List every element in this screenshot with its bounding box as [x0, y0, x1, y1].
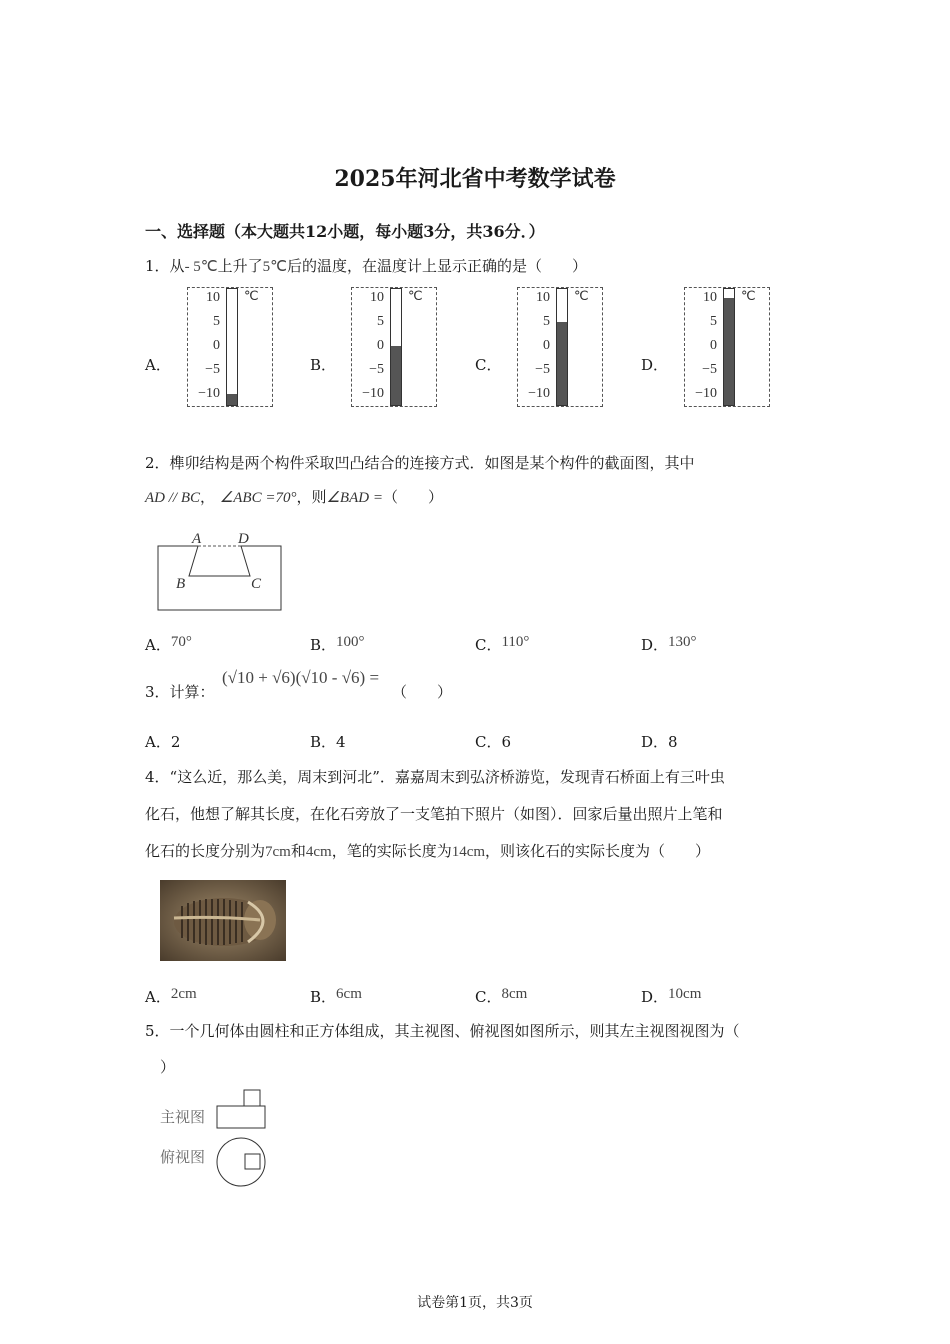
option-value: 2cm	[170, 986, 197, 1002]
question-5-line1	[145, 1020, 740, 1041]
q4-text: 化石的长度分别为	[145, 842, 266, 860]
q1-text: 后的温度，在温度计上显示正确的是（ ）	[287, 257, 588, 275]
question-3-stem	[145, 681, 215, 702]
answer-option	[310, 986, 362, 1007]
option-label: B．	[310, 636, 337, 654]
question-number: 3．	[145, 683, 170, 701]
q5-text: 一个几何体由圆柱和正方体组成，其主视图、俯视图如图所示，则其左主视图视图为（	[169, 1022, 740, 1040]
front-view-label: 主视图	[160, 1108, 206, 1126]
q4-text: ，笔的实际长度为	[331, 842, 452, 860]
question-2-line1	[145, 452, 695, 473]
thermometer-tick-label: 0	[543, 338, 550, 353]
answer-option	[475, 986, 527, 1007]
q1-start-temp: - 5℃	[184, 259, 218, 275]
thermometer-tick-label: −10	[695, 386, 717, 401]
answer-option	[475, 731, 511, 752]
thermometer-tick-label: 10	[703, 290, 717, 305]
thermometer-tick-label: −10	[362, 386, 384, 401]
answer-option	[641, 731, 678, 752]
thermometer-tick-label: −5	[535, 362, 550, 377]
option-label: D．	[641, 636, 669, 654]
trilobite-fossil-photo	[160, 880, 286, 961]
thermometer-tube	[390, 288, 402, 406]
option-label: A．	[145, 356, 171, 374]
option-label: D．	[641, 356, 669, 374]
thermometer-tick-label: 0	[710, 338, 717, 353]
page-footer: 试卷第1页，共3页	[417, 1295, 533, 1311]
question-4-line3	[145, 840, 710, 861]
option-label: C．	[475, 733, 502, 751]
thermometer	[351, 287, 437, 407]
q4-pen-actual-length: 14cm	[451, 844, 486, 860]
q1-text: 从	[169, 257, 185, 275]
q3-expression: (√10 + √6)(√10 - √6) =	[222, 668, 380, 687]
q3-paren: （ ）	[392, 683, 453, 701]
thermometer-tick-label: −5	[369, 362, 384, 377]
answer-option	[145, 986, 197, 1007]
thermometer-tick-label: 0	[213, 338, 220, 353]
tenon-cross-section-diagram	[150, 526, 290, 618]
answer-option	[310, 634, 365, 655]
thermometer	[684, 287, 770, 407]
trapezoid-notch	[189, 546, 250, 576]
q2-parallel: AD // BC	[145, 490, 200, 506]
answer-option	[145, 634, 192, 655]
answer-option	[310, 731, 346, 752]
question-5-line2: ）	[160, 1058, 176, 1076]
thermometer-tick-label: −10	[528, 386, 550, 401]
thermometer-tick-label: 5	[213, 314, 220, 329]
option-value: 6	[501, 733, 512, 751]
option-value: 8	[668, 733, 678, 751]
question-number: 1．	[145, 257, 170, 275]
option-label: C．	[475, 988, 502, 1006]
option-value: 8cm	[501, 986, 528, 1002]
question-4-line1	[145, 766, 725, 787]
top-view-square	[245, 1154, 260, 1169]
section-heading: 一、选择题（本大题共12小题，每小题3分，共36分．）	[145, 222, 545, 241]
option-value: 130°	[668, 634, 697, 650]
thermometer-tick-label: 10	[370, 290, 384, 305]
thermometer-unit: ℃	[741, 288, 756, 303]
option-label: B．	[310, 733, 337, 751]
thermometer-tick-label: −5	[205, 362, 220, 377]
thermometer-fill	[227, 394, 237, 405]
question-number: 2．	[145, 454, 170, 472]
thermometer-fill	[724, 298, 734, 405]
thermometer-unit: ℃	[244, 288, 259, 303]
thermometer-tick-label: 5	[710, 314, 717, 329]
thermometer-fill	[557, 322, 567, 405]
q2-angle-abc: ∠ABC =70°	[219, 490, 297, 506]
option-label: B．	[310, 356, 337, 374]
q1-text: 上升了	[217, 257, 263, 275]
option-value: 4	[336, 733, 346, 751]
option-value: 110°	[501, 634, 530, 650]
option-label: B．	[310, 988, 337, 1006]
option-label: D．	[641, 733, 669, 751]
option-value: 6cm	[336, 986, 362, 1002]
thermometer-tick-label: 10	[536, 290, 550, 305]
option-value: 10cm	[668, 986, 702, 1002]
q2-angle-bad: ∠BAD =	[326, 490, 383, 506]
answer-option	[475, 634, 529, 655]
label-a: A	[192, 531, 202, 547]
option-value: 70°	[170, 634, 192, 650]
q4-text: “这么近，那么美，周末到河北”．嘉嘉周末到弘济桥游览，发现青石桥面上有三叶虫	[169, 768, 725, 786]
q1-rise-temp: 5℃	[262, 259, 288, 275]
option-label: A．	[145, 988, 171, 1006]
question-4-line2: 化石，他想了解其长度，在化石旁放了一支笔拍下照片（如图）．回家后量出照片上笔和	[145, 805, 723, 823]
q4-text: 和	[290, 842, 306, 860]
question-number: 4．	[145, 768, 170, 786]
front-view-cylinder	[217, 1106, 265, 1128]
thermometer-tick-label: 5	[377, 314, 384, 329]
thermometer-tick-label: 10	[206, 290, 220, 305]
top-view-circle	[217, 1138, 265, 1186]
q4-text: ，则该化石的实际长度为（ ）	[485, 842, 711, 860]
q4-fossil-photo-length: 4cm	[305, 844, 332, 860]
option-label: A．	[145, 636, 171, 654]
geometry-views-diagram	[214, 1088, 270, 1190]
option-label: C．	[475, 636, 502, 654]
thermometer-unit: ℃	[574, 288, 589, 303]
option-label: C．	[475, 356, 502, 374]
option-label: D．	[641, 988, 669, 1006]
q2-text: ，则	[296, 488, 327, 506]
answer-option	[641, 986, 701, 1007]
option-value: 100°	[336, 634, 365, 650]
thermometer-tick-label: −10	[198, 386, 220, 401]
answer-option	[641, 634, 697, 655]
thermometer	[517, 287, 603, 407]
answer-option	[145, 731, 180, 752]
label-c: C	[251, 576, 262, 592]
thermometer-unit: ℃	[408, 288, 423, 303]
thermometer-tube	[226, 288, 238, 406]
thermometer	[187, 287, 273, 407]
label-d: D	[238, 531, 249, 547]
thermometer-tick-label: 0	[377, 338, 384, 353]
q2-text: （ ）	[382, 488, 443, 506]
top-view-label: 俯视图	[160, 1148, 206, 1166]
question-1-stem	[145, 255, 587, 276]
option-label: A．	[145, 733, 171, 751]
thermometer-tube	[723, 288, 735, 406]
page-title: 2025年河北省中考数学试卷	[334, 166, 616, 192]
question-2-line2	[145, 486, 443, 507]
q4-pen-photo-length: 7cm	[265, 844, 291, 860]
q3-text: 计算：	[169, 683, 215, 701]
q2-text: 榫卯结构是两个构件采取凹凸结合的连接方式．如图是某个构件的截面图，其中	[169, 454, 695, 472]
thermometer-tick-label: 5	[543, 314, 550, 329]
thermometer-tick-label: −5	[702, 362, 717, 377]
label-b: B	[176, 576, 186, 592]
thermometer-tube	[556, 288, 568, 406]
front-view-cube	[244, 1090, 260, 1106]
q2-text: ，	[200, 488, 216, 506]
option-value: 2	[170, 733, 181, 751]
question-number: 5．	[145, 1022, 170, 1040]
thermometer-fill	[391, 346, 401, 405]
